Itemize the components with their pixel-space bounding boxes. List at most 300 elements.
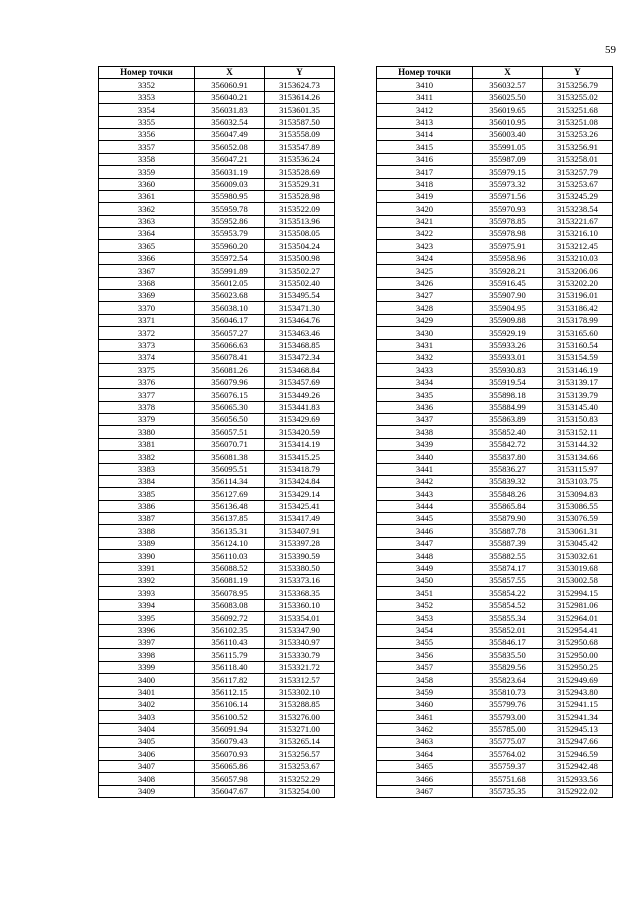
x-coordinate-cell: 356057.51	[195, 426, 265, 438]
x-coordinate-cell: 355846.17	[473, 636, 543, 648]
point-number-cell: 3408	[99, 773, 195, 785]
table-row	[377, 351, 613, 363]
x-coordinate-cell: 356102.35	[195, 624, 265, 636]
x-coordinate-cell: 356081.38	[195, 451, 265, 463]
table-row	[99, 438, 335, 450]
y-coordinate-cell: 3153397.28	[265, 537, 335, 549]
point-number-cell: 3417	[377, 166, 473, 178]
point-number-cell: 3384	[99, 475, 195, 487]
table-row	[99, 736, 335, 748]
x-coordinate-cell: 356019.65	[473, 104, 543, 116]
y-coordinate-cell: 3153587.50	[265, 116, 335, 128]
y-coordinate-cell: 3152949.69	[543, 674, 613, 686]
y-coordinate-cell: 3153256.91	[543, 141, 613, 153]
table-row	[377, 389, 613, 401]
table-row	[99, 314, 335, 326]
table-row	[377, 500, 613, 512]
y-coordinate-cell: 3153254.00	[265, 785, 335, 797]
point-number-cell: 3445	[377, 513, 473, 525]
y-coordinate-cell: 3153178.99	[543, 314, 613, 326]
point-number-cell: 3461	[377, 711, 473, 723]
table-row	[377, 339, 613, 351]
table-row	[99, 79, 335, 91]
table-row	[377, 513, 613, 525]
y-coordinate-cell: 3153139.79	[543, 389, 613, 401]
point-number-cell: 3433	[377, 364, 473, 376]
y-coordinate-cell: 3153216.10	[543, 228, 613, 240]
table-row	[99, 178, 335, 190]
point-number-cell: 3436	[377, 401, 473, 413]
table-row	[99, 475, 335, 487]
point-number-cell: 3372	[99, 327, 195, 339]
x-coordinate-cell: 355735.35	[473, 785, 543, 797]
y-coordinate-cell: 3153251.68	[543, 104, 613, 116]
table-row	[377, 612, 613, 624]
x-coordinate-cell: 355991.89	[195, 265, 265, 277]
x-coordinate-cell: 356047.49	[195, 128, 265, 140]
table-row	[377, 463, 613, 475]
y-coordinate-cell: 3153472.34	[265, 351, 335, 363]
y-coordinate-cell: 3153500.98	[265, 252, 335, 264]
x-coordinate-cell: 355972.54	[195, 252, 265, 264]
y-coordinate-cell: 3153196.01	[543, 290, 613, 302]
x-coordinate-cell: 355919.54	[473, 376, 543, 388]
y-coordinate-cell: 3153032.61	[543, 550, 613, 562]
table-row	[377, 79, 613, 91]
x-coordinate-cell: 356040.21	[195, 91, 265, 103]
x-coordinate-cell: 355882.55	[473, 550, 543, 562]
x-coordinate-cell: 356025.50	[473, 91, 543, 103]
table-row	[99, 277, 335, 289]
table-row	[377, 748, 613, 760]
table-row	[99, 240, 335, 252]
table-row	[377, 104, 613, 116]
y-coordinate-cell: 3153425.41	[265, 500, 335, 512]
table-row	[99, 686, 335, 698]
x-coordinate-cell: 356009.03	[195, 178, 265, 190]
x-coordinate-cell: 355874.17	[473, 562, 543, 574]
table-row	[377, 686, 613, 698]
table-row	[377, 537, 613, 549]
point-number-cell: 3380	[99, 426, 195, 438]
y-coordinate-cell: 3153415.25	[265, 451, 335, 463]
table-row	[377, 451, 613, 463]
point-number-cell: 3397	[99, 636, 195, 648]
point-number-cell: 3414	[377, 128, 473, 140]
y-coordinate-cell: 3153420.59	[265, 426, 335, 438]
table-row	[99, 525, 335, 537]
x-coordinate-cell: 355884.99	[473, 401, 543, 413]
x-coordinate-cell: 355975.91	[473, 240, 543, 252]
x-coordinate-cell: 356100.52	[195, 711, 265, 723]
x-coordinate-cell: 356110.03	[195, 550, 265, 562]
table-row	[377, 525, 613, 537]
table-row	[99, 599, 335, 611]
table-row	[99, 711, 335, 723]
x-coordinate-cell: 355842.72	[473, 438, 543, 450]
x-coordinate-cell: 355823.64	[473, 674, 543, 686]
x-coordinate-cell: 356118.40	[195, 661, 265, 673]
point-number-cell: 3409	[99, 785, 195, 797]
y-coordinate-cell: 3153468.84	[265, 364, 335, 376]
x-coordinate-cell: 356047.67	[195, 785, 265, 797]
y-coordinate-cell: 3153288.85	[265, 698, 335, 710]
point-number-cell: 3438	[377, 426, 473, 438]
x-coordinate-cell: 355887.78	[473, 525, 543, 537]
point-number-cell: 3428	[377, 302, 473, 314]
table-row	[99, 265, 335, 277]
x-coordinate-cell: 355933.01	[473, 351, 543, 363]
y-coordinate-cell: 3152994.15	[543, 587, 613, 599]
y-coordinate-cell: 3153441.83	[265, 401, 335, 413]
y-coordinate-cell: 3153368.35	[265, 587, 335, 599]
table-row	[377, 649, 613, 661]
x-coordinate-cell: 355879.90	[473, 513, 543, 525]
table-row	[99, 488, 335, 500]
table-row	[99, 389, 335, 401]
point-number-cell: 3356	[99, 128, 195, 140]
column-header-point-number: Номер точки	[377, 67, 473, 79]
y-coordinate-cell: 3153312.57	[265, 674, 335, 686]
y-coordinate-cell: 3153251.08	[543, 116, 613, 128]
point-number-cell: 3362	[99, 203, 195, 215]
x-coordinate-cell: 356115.79	[195, 649, 265, 661]
page-number: 59	[605, 44, 616, 56]
x-coordinate-cell: 355857.55	[473, 575, 543, 587]
point-number-cell: 3363	[99, 215, 195, 227]
y-coordinate-cell: 3153502.27	[265, 265, 335, 277]
point-number-cell: 3394	[99, 599, 195, 611]
y-coordinate-cell: 3153457.69	[265, 376, 335, 388]
x-coordinate-cell: 356076.15	[195, 389, 265, 401]
x-coordinate-cell: 355959.78	[195, 203, 265, 215]
table-row	[377, 327, 613, 339]
x-coordinate-cell: 355793.00	[473, 711, 543, 723]
x-coordinate-cell: 356137.85	[195, 513, 265, 525]
point-number-cell: 3415	[377, 141, 473, 153]
y-coordinate-cell: 3153245.29	[543, 190, 613, 202]
y-coordinate-cell: 3152950.25	[543, 661, 613, 673]
point-number-cell: 3465	[377, 760, 473, 772]
x-coordinate-cell: 355933.26	[473, 339, 543, 351]
table-row	[377, 401, 613, 413]
column-header-point-number: Номер точки	[99, 67, 195, 79]
point-number-cell: 3375	[99, 364, 195, 376]
point-number-cell: 3367	[99, 265, 195, 277]
table-row	[377, 91, 613, 103]
table-row	[377, 674, 613, 686]
y-coordinate-cell: 3152964.01	[543, 612, 613, 624]
table-row	[99, 215, 335, 227]
point-number-cell: 3412	[377, 104, 473, 116]
table-row	[377, 624, 613, 636]
x-coordinate-cell: 355775.07	[473, 736, 543, 748]
y-coordinate-cell: 3153152.11	[543, 426, 613, 438]
y-coordinate-cell: 3153076.59	[543, 513, 613, 525]
point-number-cell: 3467	[377, 785, 473, 797]
y-coordinate-cell: 3153504.24	[265, 240, 335, 252]
table-row	[99, 674, 335, 686]
table-row	[99, 451, 335, 463]
point-number-cell: 3440	[377, 451, 473, 463]
y-coordinate-cell: 3153547.89	[265, 141, 335, 153]
y-coordinate-cell: 3153418.79	[265, 463, 335, 475]
y-coordinate-cell: 3153186.42	[543, 302, 613, 314]
y-coordinate-cell: 3153529.31	[265, 178, 335, 190]
x-coordinate-cell: 356038.10	[195, 302, 265, 314]
x-coordinate-cell: 356078.95	[195, 587, 265, 599]
x-coordinate-cell: 355978.85	[473, 215, 543, 227]
x-coordinate-cell: 355916.45	[473, 277, 543, 289]
y-coordinate-cell: 3153145.40	[543, 401, 613, 413]
y-coordinate-cell: 3152950.00	[543, 649, 613, 661]
point-number-cell: 3432	[377, 351, 473, 363]
x-coordinate-cell: 355848.26	[473, 488, 543, 500]
table-row	[377, 426, 613, 438]
table-row	[377, 785, 613, 797]
y-coordinate-cell: 3153417.49	[265, 513, 335, 525]
x-coordinate-cell: 355909.88	[473, 314, 543, 326]
point-number-cell: 3388	[99, 525, 195, 537]
y-coordinate-cell: 3153206.06	[543, 265, 613, 277]
table-row	[99, 141, 335, 153]
point-number-cell: 3373	[99, 339, 195, 351]
y-coordinate-cell: 3153407.91	[265, 525, 335, 537]
point-number-cell: 3427	[377, 290, 473, 302]
table-row	[99, 376, 335, 388]
y-coordinate-cell: 3153502.40	[265, 277, 335, 289]
point-number-cell: 3455	[377, 636, 473, 648]
y-coordinate-cell: 3153614.26	[265, 91, 335, 103]
point-number-cell: 3456	[377, 649, 473, 661]
table-row	[377, 153, 613, 165]
table-row	[99, 636, 335, 648]
table-row	[377, 141, 613, 153]
table-row	[377, 166, 613, 178]
table-row	[99, 116, 335, 128]
x-coordinate-cell: 355953.79	[195, 228, 265, 240]
x-coordinate-cell: 356031.19	[195, 166, 265, 178]
point-number-cell: 3393	[99, 587, 195, 599]
table-row	[377, 711, 613, 723]
point-number-cell: 3419	[377, 190, 473, 202]
x-coordinate-cell: 355987.09	[473, 153, 543, 165]
table-row	[377, 438, 613, 450]
x-coordinate-cell: 356032.57	[473, 79, 543, 91]
point-number-cell: 3378	[99, 401, 195, 413]
y-coordinate-cell: 3153380.50	[265, 562, 335, 574]
point-number-cell: 3383	[99, 463, 195, 475]
x-coordinate-cell: 355852.40	[473, 426, 543, 438]
table-row	[99, 785, 335, 797]
x-coordinate-cell: 356110.43	[195, 636, 265, 648]
table-row	[99, 190, 335, 202]
table-row	[377, 128, 613, 140]
point-number-cell: 3371	[99, 314, 195, 326]
point-number-cell: 3390	[99, 550, 195, 562]
table-row	[99, 228, 335, 240]
point-number-cell: 3406	[99, 748, 195, 760]
x-coordinate-cell: 355854.52	[473, 599, 543, 611]
point-number-cell: 3441	[377, 463, 473, 475]
y-coordinate-cell: 3153019.68	[543, 562, 613, 574]
y-coordinate-cell: 3153238.54	[543, 203, 613, 215]
point-number-cell: 3387	[99, 513, 195, 525]
x-coordinate-cell: 356083.08	[195, 599, 265, 611]
y-coordinate-cell: 3153449.26	[265, 389, 335, 401]
point-number-cell: 3357	[99, 141, 195, 153]
y-coordinate-cell: 3153256.79	[543, 79, 613, 91]
point-number-cell: 3424	[377, 252, 473, 264]
y-coordinate-cell: 3152946.59	[543, 748, 613, 760]
point-number-cell: 3442	[377, 475, 473, 487]
y-coordinate-cell: 3153340.97	[265, 636, 335, 648]
table-row	[377, 265, 613, 277]
point-number-cell: 3352	[99, 79, 195, 91]
x-coordinate-cell: 355978.98	[473, 228, 543, 240]
x-coordinate-cell: 356135.31	[195, 525, 265, 537]
x-coordinate-cell: 356092.72	[195, 612, 265, 624]
table-row	[377, 290, 613, 302]
point-number-cell: 3453	[377, 612, 473, 624]
point-number-cell: 3353	[99, 91, 195, 103]
x-coordinate-cell: 356117.82	[195, 674, 265, 686]
x-coordinate-cell: 356065.30	[195, 401, 265, 413]
y-coordinate-cell: 3153321.72	[265, 661, 335, 673]
point-number-cell: 3391	[99, 562, 195, 574]
y-coordinate-cell: 3153210.03	[543, 252, 613, 264]
table-row	[377, 773, 613, 785]
y-coordinate-cell: 3153528.98	[265, 190, 335, 202]
column-header-y: Y	[265, 67, 335, 79]
point-number-cell: 3460	[377, 698, 473, 710]
point-number-cell: 3382	[99, 451, 195, 463]
x-coordinate-cell: 355898.18	[473, 389, 543, 401]
x-coordinate-cell: 355751.68	[473, 773, 543, 785]
table-row	[99, 587, 335, 599]
column-header-y: Y	[543, 67, 613, 79]
x-coordinate-cell: 355855.34	[473, 612, 543, 624]
point-number-cell: 3413	[377, 116, 473, 128]
point-number-cell: 3386	[99, 500, 195, 512]
x-coordinate-cell: 356127.69	[195, 488, 265, 500]
y-coordinate-cell: 3152942.48	[543, 760, 613, 772]
point-number-cell: 3451	[377, 587, 473, 599]
table-row	[99, 166, 335, 178]
table-row	[99, 401, 335, 413]
table-row	[377, 215, 613, 227]
table-row	[99, 290, 335, 302]
x-coordinate-cell: 356070.71	[195, 438, 265, 450]
table-header-row	[377, 67, 613, 79]
point-number-cell: 3366	[99, 252, 195, 264]
y-coordinate-cell: 3153536.24	[265, 153, 335, 165]
point-number-cell: 3439	[377, 438, 473, 450]
point-number-cell: 3360	[99, 178, 195, 190]
y-coordinate-cell: 3153302.10	[265, 686, 335, 698]
x-coordinate-cell: 356136.48	[195, 500, 265, 512]
table-row	[99, 153, 335, 165]
x-coordinate-cell: 355854.22	[473, 587, 543, 599]
x-coordinate-cell: 355799.76	[473, 698, 543, 710]
point-number-cell: 3358	[99, 153, 195, 165]
x-coordinate-cell: 355839.32	[473, 475, 543, 487]
x-coordinate-cell: 355928.21	[473, 265, 543, 277]
y-coordinate-cell: 3153139.17	[543, 376, 613, 388]
table-row	[377, 252, 613, 264]
point-number-cell: 3421	[377, 215, 473, 227]
coordinates-table-right	[376, 66, 613, 798]
point-number-cell: 3400	[99, 674, 195, 686]
table-row	[377, 562, 613, 574]
x-coordinate-cell: 356012.05	[195, 277, 265, 289]
y-coordinate-cell: 3153276.00	[265, 711, 335, 723]
y-coordinate-cell: 3153253.67	[265, 760, 335, 772]
point-number-cell: 3434	[377, 376, 473, 388]
y-coordinate-cell: 3153212.45	[543, 240, 613, 252]
y-coordinate-cell: 3153330.79	[265, 649, 335, 661]
y-coordinate-cell: 3153002.58	[543, 575, 613, 587]
y-coordinate-cell: 3153424.84	[265, 475, 335, 487]
y-coordinate-cell: 3153150.83	[543, 413, 613, 425]
y-coordinate-cell: 3153134.66	[543, 451, 613, 463]
point-number-cell: 3462	[377, 723, 473, 735]
y-coordinate-cell: 3153045.42	[543, 537, 613, 549]
x-coordinate-cell: 356091.94	[195, 723, 265, 735]
point-number-cell: 3374	[99, 351, 195, 363]
y-coordinate-cell: 3153253.67	[543, 178, 613, 190]
x-coordinate-cell: 356032.54	[195, 116, 265, 128]
y-coordinate-cell: 3153522.09	[265, 203, 335, 215]
x-coordinate-cell: 355979.15	[473, 166, 543, 178]
x-coordinate-cell: 356047.21	[195, 153, 265, 165]
table-row	[377, 575, 613, 587]
y-coordinate-cell: 3152941.34	[543, 711, 613, 723]
table-row	[377, 228, 613, 240]
x-coordinate-cell: 355929.19	[473, 327, 543, 339]
y-coordinate-cell: 3153528.69	[265, 166, 335, 178]
y-coordinate-cell: 3153373.16	[265, 575, 335, 587]
y-coordinate-cell: 3153558.09	[265, 128, 335, 140]
x-coordinate-cell: 355970.93	[473, 203, 543, 215]
y-coordinate-cell: 3152933.56	[543, 773, 613, 785]
y-coordinate-cell: 3153463.46	[265, 327, 335, 339]
y-coordinate-cell: 3153103.75	[543, 475, 613, 487]
y-coordinate-cell: 3153258.01	[543, 153, 613, 165]
point-number-cell: 3449	[377, 562, 473, 574]
x-coordinate-cell: 355837.80	[473, 451, 543, 463]
x-coordinate-cell: 355836.27	[473, 463, 543, 475]
point-number-cell: 3410	[377, 79, 473, 91]
point-number-cell: 3354	[99, 104, 195, 116]
table-row	[99, 723, 335, 735]
x-coordinate-cell: 355980.95	[195, 190, 265, 202]
y-coordinate-cell: 3153202.20	[543, 277, 613, 289]
y-coordinate-cell: 3152943.80	[543, 686, 613, 698]
table-row	[99, 760, 335, 772]
point-number-cell: 3423	[377, 240, 473, 252]
x-coordinate-cell: 356052.08	[195, 141, 265, 153]
y-coordinate-cell: 3153165.60	[543, 327, 613, 339]
y-coordinate-cell: 3153513.96	[265, 215, 335, 227]
point-number-cell: 3389	[99, 537, 195, 549]
point-number-cell: 3446	[377, 525, 473, 537]
point-number-cell: 3403	[99, 711, 195, 723]
x-coordinate-cell: 355952.86	[195, 215, 265, 227]
x-coordinate-cell: 355810.73	[473, 686, 543, 698]
x-coordinate-cell: 356078.41	[195, 351, 265, 363]
point-number-cell: 3443	[377, 488, 473, 500]
